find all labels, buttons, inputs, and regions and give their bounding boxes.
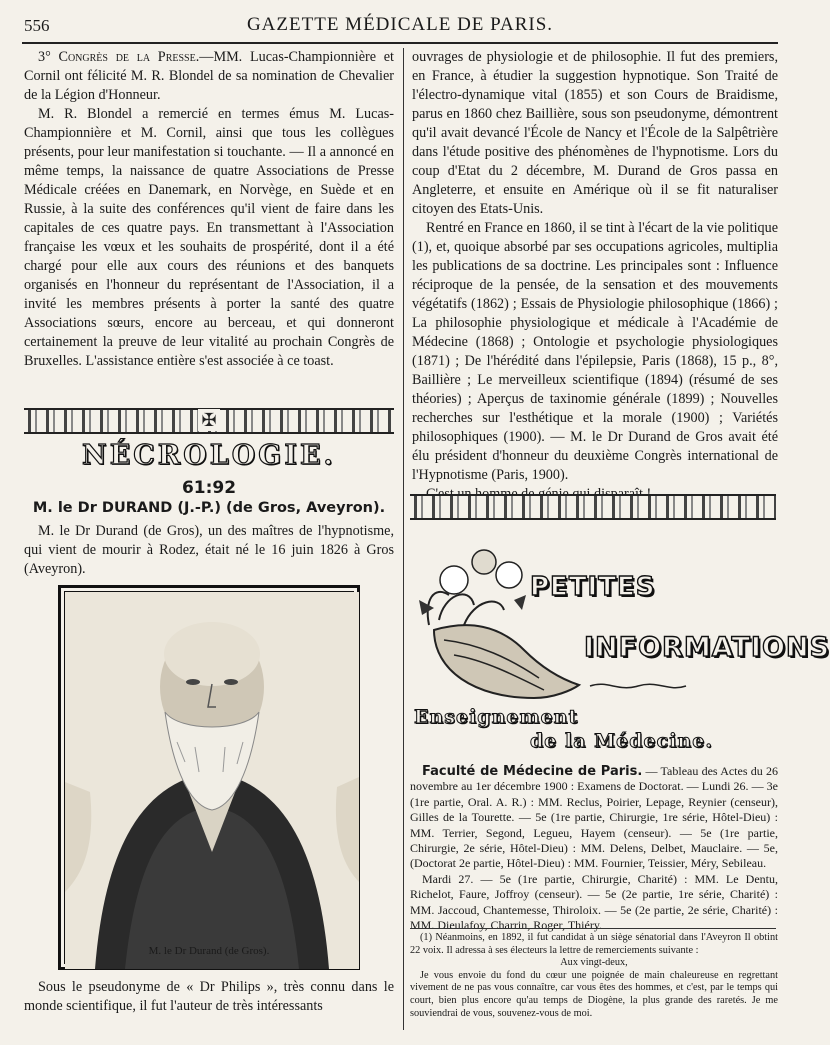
right-column <box>412 48 778 504</box>
de-la-medecine-heading: de la Médecine. <box>530 730 713 752</box>
header-rule <box>22 42 778 44</box>
necrologie-continued <box>24 978 394 1016</box>
necrologie-title: NÉCROLOGIE. <box>82 440 336 471</box>
left-column <box>24 48 394 371</box>
faculte-text-1: — Tableau des Actes du 26 novembre au 1er décembre 1900 : Examens de Doctorat. — Lundi 26. — 3e (1re partie, Oral. A. R.) : MM. Reclus, Poirier, Lepage, Reynier (censeur), Gilles de la Tourette. — 5e (1re partie, Chirurgie, 1re série, Hôtel-Dieu) : MM. Terrier, Segond, Legueu, Hayem (censeur). — 5e (1re partie, Chirurgie, 2e série, Hôtel-Dieu) : MM. Delens, Delbet, Mauclaire. — 5e, (Doctorat 2e partie, Hôtel-Dieu) : MM. Fournier, Teissier, Méry, Sebileau. <box>410 764 779 871</box>
faculte-section <box>410 764 778 933</box>
flourish-icon <box>588 680 688 692</box>
durand-works-paragraph: ouvrages de physiologie et de philosophie. Il fut des premiers, en France, à étudier la suggestion hypnotique. Son Traité de l'électro-dynamique vital (1855) et son Cours de Braidisme, parus en 1860 chez Baillière, sous son pseudonyme, démontrent qu'il avait devancé l'École de Nancy et l'École de la Salpêtrière dans l'étude positive des phénomènes de l'hypnotisme. Lors du coup d'Etat du 2 décembre, M. Durand de Gros passa en Angleterre, et ensuite en Amérique où il se fit naturaliser citoyen des Etats-Unis. <box>412 49 778 217</box>
necrologie-number: 61:92 <box>181 478 237 498</box>
cross-ornament-icon: ✠ <box>198 409 220 431</box>
footnote-salutation: Aux vingt-deux, <box>560 957 628 969</box>
congres-lead: 3° Congrès de la Presse. <box>38 49 200 65</box>
congres-text: —MM. Lucas-Championnière et Cornil ont félicité M. R. Blondel de sa nomination de Chevalier de la Légion d'Honneur. <box>24 49 394 103</box>
portrait-frame <box>58 585 360 970</box>
petites-heading: PETITES <box>530 572 656 602</box>
necrologie-lead <box>24 522 394 579</box>
congres-paragraph <box>24 48 394 105</box>
faculte-paragraph-2: Mardi 27. — 5e (1re partie, Chirurgie, Charité) : MM. Le Dentu, Richelot, Faure, Joffroy (censeur). — 5e (2e partie, 1re série, Charité) : MM. Jaccoud, Chantemesse, Thiroloix. — 5e (2e partie, 2e série, Charité) : MM. Dieulafoy, Charrin, Roger, Thiéry. <box>410 871 778 933</box>
ornamental-border-right <box>410 494 776 520</box>
ornamental-border-left <box>24 408 394 434</box>
portrait-image <box>64 591 354 964</box>
blondel-paragraph: M. R. Blondel a remercié en termes émus M. Lucas-Championnière et M. Cornil, ainsi que tous les collègues présents, pour leur manifestation si touchante. — Il a annoncé en même temps, la naissance de quatre Associations de Presse Médicale créées en Danemark, en Norvège, en Suède et en Russie, à la suite des conférences qu'il vient de faire dans les capitales de ces quatre pays. En transmettant à l'Association française les vœux et les souhaits de prospérité, dont il a été chargé pour elle aux cours des réunions et des banquets organisés en l'honneur du représentant de l'Association, il a invité les membres présents à porter la santé des quatre Associations sœurs, encore au berceau, et qui donneront certainement la preuve de leur vitalité au prochain Congrès de Bruxelles. L'assistance entière s'est associée à ce toast. <box>24 106 394 369</box>
footnote-text-3: Je vous envoie du fond du cœur une poignée de main chaleureuse en regrettant vivement de ne pas vous connaître, car vous êtes des hommes, et c'est, par le temps qui court, bien plus encore qu'au temps de Diogène, la plus grande des raretés. Je me souviendrai de vous, souvenez-vous de moi. <box>410 969 778 1019</box>
enseignement-heading: Enseignement <box>414 706 579 728</box>
footnote-rule <box>410 928 776 929</box>
necrologie-subject: M. le Dr DURAND (J.-P.) (de Gros, Aveyron). <box>32 500 386 516</box>
necrologie-lead-text: M. le Dr Durand (de Gros), un des maîtres de l'hypnotisme, qui vient de mourir à Rodez, était né le 16 juin 1826 à Gros (Aveyron). <box>24 523 394 577</box>
faculte-heading: Faculté de Médecine de Paris. <box>422 764 643 779</box>
cornucopia-icon <box>414 540 584 705</box>
portrait-engraving <box>65 592 359 969</box>
page-number: 556 <box>24 16 50 35</box>
informations-heading: INFORMATIONS <box>584 632 830 663</box>
footnote <box>410 932 778 1020</box>
footnote-text-1: (1) Néanmoins, en 1892, il fut candidat à un siège sénatorial dans l'Aveyron Il obtint 22 voix. Il adressa à ses électeurs la lettre de remerciements suivante : <box>410 932 778 956</box>
durand-publications-paragraph: Rentré en France en 1860, il se tint à l'écart de la vie politique (1), et, quoique absorbé par ses occupations agricoles, multiplia les publications de sa doctrine. Les principales sont : Influence réciproque de la pensée, de la sensation et des mouvements végétatifs (1862) ; Essais de Physiologie philosophique (1866) ; La philosophie physiologique et médicale à l'Académie de Médecine (1868) ; Ontologie et psychologie physiologiques (1871) ; De l'hérédité dans l'épilepsie, Paris (1868), 15 p., 8°, Baillière ; Le merveilleux scientifique (1894) (résumé de ses théories) ; Aperçus de taxinomie générale (1899) ; Nouvelles recherches sur l'esthétique et la morale (1900) ; Variétés philosophiques (1900). — M. le Dr Durand de Gros avait été élu président d'honneur du deuxième Congrès international de l'Hypnotisme (Paris, 1900). <box>412 220 778 483</box>
portrait-caption: M. le Dr Durand (de Gros). <box>148 945 270 957</box>
faculte-paragraph-1 <box>410 764 778 872</box>
necrologie-continued-text: Sous le pseudonyme de « Dr Philips », très connu dans le monde scientifique, il fut l'auteur de très intéressants <box>24 979 394 1014</box>
column-rule <box>403 48 404 1030</box>
running-head: GAZETTE MÉDICALE DE PARIS. <box>246 14 554 35</box>
